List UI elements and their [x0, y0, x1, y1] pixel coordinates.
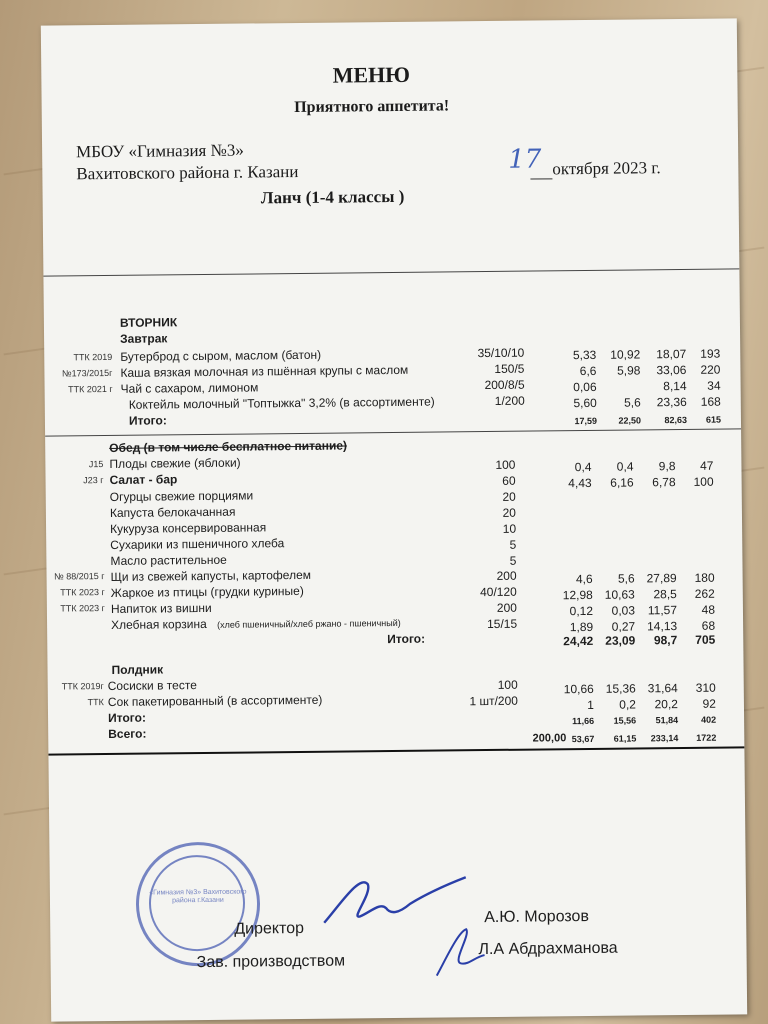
table-row: Капуста белокачанная 20: [109, 504, 517, 520]
table-row: Масло растительное 5: [110, 552, 517, 568]
table-row: J15 Плоды свежие (яблоки) 100 0,4 0,4 9,8 47: [88, 455, 714, 475]
page-subtitle: Приятного аппетита!: [294, 97, 450, 117]
table-row: Коктейль молочный "Топтыжка" 3,2% (в ассортименте) 1/200 5,60 5,6 23,36 168: [128, 393, 721, 412]
table-row: ТТК 2019г Сосиски в тесте 100 10,66 15,36 31,64 310: [61, 677, 716, 697]
table-row: ТТК 2021 г Чай с сахаром, лимоном 200/8/5 0,06 8,14 34: [68, 377, 721, 396]
school-district: Вахитовского района г. Казани: [76, 161, 299, 184]
table-row: ТТК Сок пакетированный (в ассортименте) 1 шт/200 1 0,2 20,2 92: [87, 692, 717, 712]
menu-sheet: [41, 18, 747, 1021]
grand-total-label: Всего:: [108, 726, 147, 742]
grand-total-sum: 200,00: [532, 732, 567, 745]
table-row: ТТК 2023 г Жаркое из птицы (грудки куриные) 40/120 12,98 10,63 28,5 262: [60, 583, 715, 603]
day-label: ВТОРНИК: [119, 315, 178, 330]
table-row: № 88/2015 г Щи из свежей капусты, картофелем 200 4,6 5,6 27,89 180: [54, 567, 715, 587]
page-title: МЕНЮ: [332, 61, 411, 88]
date-day-handwritten: 17: [508, 144, 542, 175]
breakfast-title: Завтрак: [120, 331, 168, 346]
table-row: ТТК 2019 Бутерброд с сыром, маслом (батон) 35/10/10 5,33 10,92 18,07 193: [73, 345, 721, 364]
divider-bottom: [48, 746, 744, 755]
lunch-total-row: Итого: 24,42 23,09 98,7 705: [387, 631, 716, 649]
table-row: Кукуруза консервированная 10: [110, 520, 517, 536]
divider-breakfast: [45, 428, 741, 436]
date-month-year: октября 2023 г.: [552, 158, 661, 179]
table-row: Хлебная корзина (хлеб пшеничный/хлеб ржано - пшеничный) 15/15 1,89 0,27 14,13 68: [111, 616, 716, 635]
snack-total-row: Итого: 11,66 15,56 51,84 402: [107, 710, 717, 727]
lunch-section-title: Обед (в том числе бесплатное питание): [109, 438, 348, 455]
divider-top: [43, 268, 739, 276]
director-name: А.Ю. Морозов: [484, 907, 590, 927]
school-name: МБОУ «Гимназия №3»: [76, 140, 244, 162]
snack-title: Полдник: [111, 662, 164, 677]
table-row: Огурцы свежие порциями 20: [109, 488, 516, 504]
table-row: №173/2015г Каша вязкая молочная из пшённая крупы с маслом 150/5 6,6 5,98 33,06 220: [61, 361, 721, 380]
official-stamp: «Гимназия №3» Вахитовского района г.Казани: [135, 841, 260, 966]
grand-total-row: Всего: 200,00 53,67 61,15 233,14 1722: [108, 726, 717, 745]
table-row: ТТК 2023 г Напиток из вишни 200 0,12 0,03 11,57 48: [60, 600, 716, 619]
director-label: Директор: [234, 919, 305, 938]
date-underline: [530, 178, 552, 179]
table-row: J23 г Салат - бар 60 4,43 6,16 6,78 100: [83, 472, 714, 491]
lunch-title: Ланч (1-4 классы ): [260, 186, 405, 208]
breakfast-total-row: Итого: 17,59 22,50 82,63 615: [128, 413, 722, 428]
table-row: Сухарики из пшеничного хлеба 5: [110, 536, 517, 552]
production-name: Л.А Абдрахманова: [478, 939, 618, 959]
production-label: Зав. производством: [196, 952, 346, 972]
